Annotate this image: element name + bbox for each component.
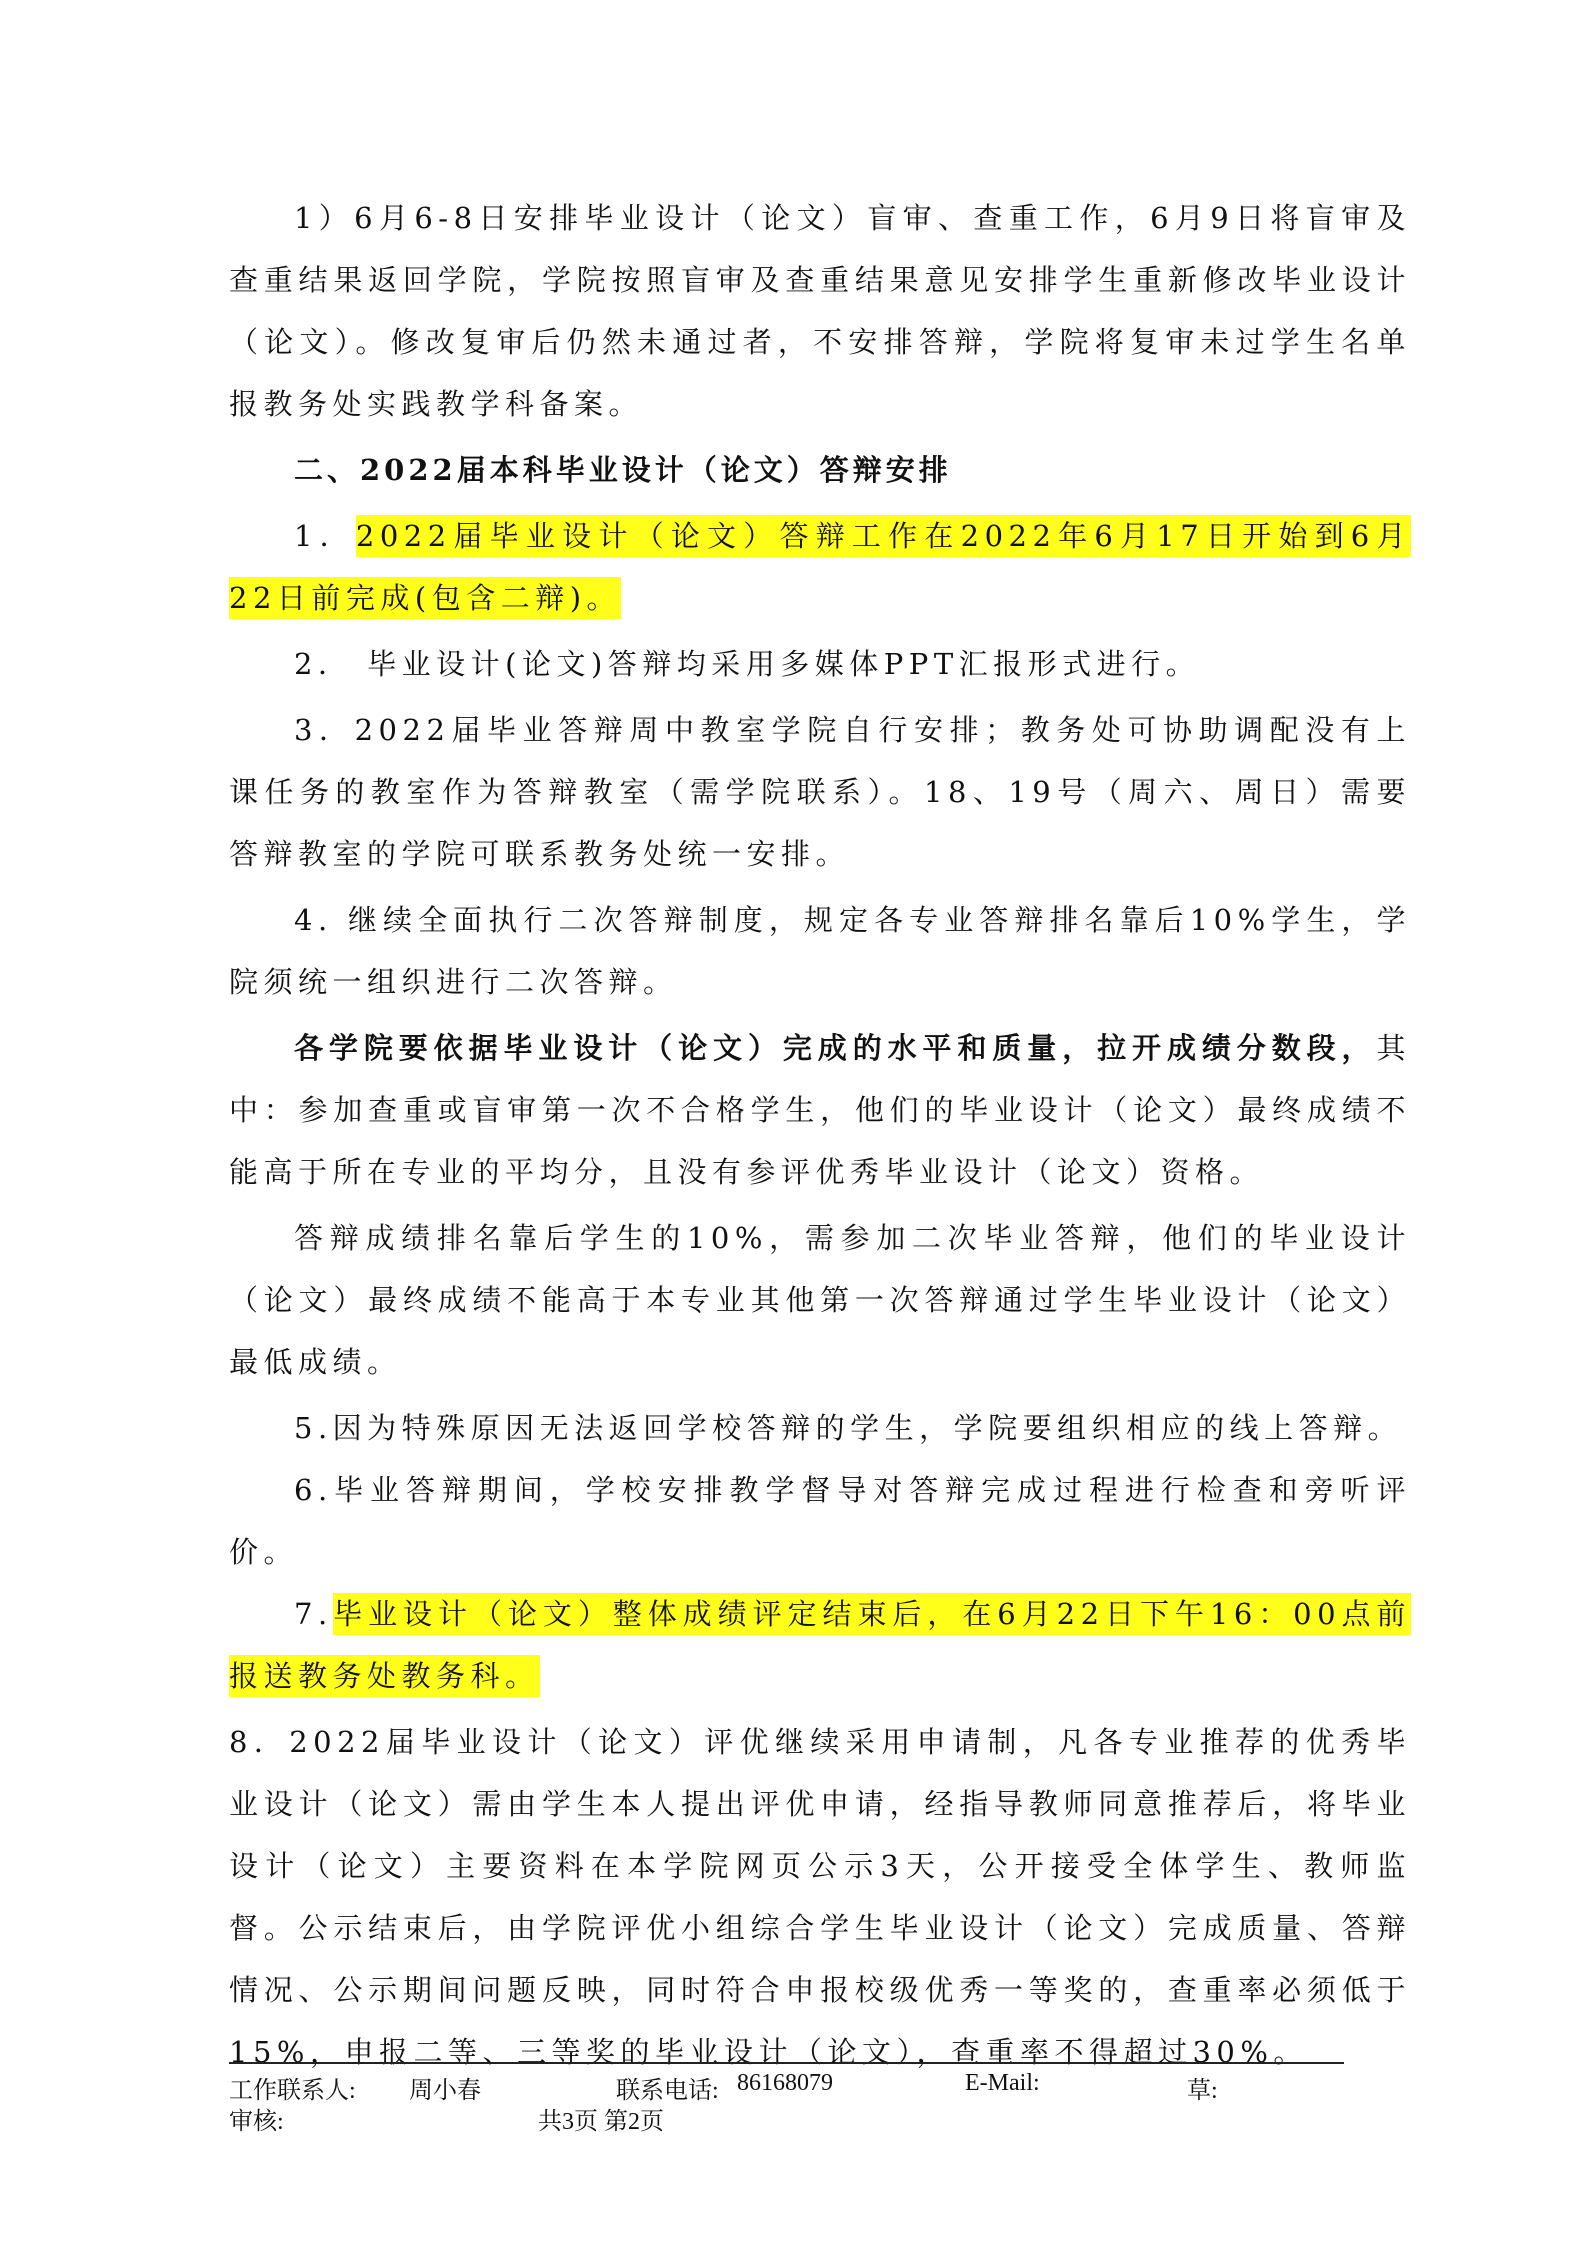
item-1 bbox=[229, 505, 1411, 629]
highlighted-text: 毕业设计（论文）整体成绩评定结束后，在6月22日下午16：00点前报送教务处教务科。 bbox=[229, 1593, 1411, 1697]
item-7 bbox=[229, 1583, 1411, 1707]
item-6: 6.毕业答辩期间，学校安排教学督导对答辩完成过程进行检查和旁听评价。 bbox=[229, 1473, 1411, 1569]
paragraph-grading bbox=[229, 1017, 1411, 1203]
item-4: 4. 继续全面执行二次答辩制度，规定各专业答辩排名靠后10%学生，学院须统一组织进行二次答辩。 bbox=[229, 903, 1411, 999]
phone-number: 86168079 bbox=[737, 2070, 833, 2096]
document-body bbox=[229, 187, 1411, 2083]
item-1-number: 1． bbox=[294, 519, 356, 553]
section-heading: 二、2022届本科毕业设计（论文）答辩安排 bbox=[294, 453, 952, 487]
highlighted-text: 2022届毕业设计（论文）答辩工作在2022年6月17日开始到6月22日前完成(包含二辩)。 bbox=[229, 515, 1411, 619]
email-label: E-Mail: bbox=[965, 2070, 1040, 2096]
paragraph-blind-review: 1）6月6-8日安排毕业设计（论文）盲审、查重工作，6月9日将盲审及查重结果返回学院，学院按照盲审及查重结果意见安排学生重新修改毕业设计（论文）。修改复审后仍然未通过者，不安排答辩，学院将复审未过学生名单报教务处实践教学科备案。 bbox=[229, 201, 1411, 421]
review-label: 审核: bbox=[229, 2109, 284, 2135]
draft-label: 草: bbox=[1187, 2078, 1218, 2104]
item-3: 3．2022届毕业答辩周中教室学院自行安排；教务处可协助调配没有上课任务的教室作为答辩教室（需学院联系）。18、19号（周六、周日）需要答辩教室的学院可联系教务处统一安排。 bbox=[229, 713, 1411, 871]
paragraph-second-defense: 答辩成绩排名靠后学生的10%，需参加二次毕业答辩，他们的毕业设计（论文）最终成绩不能高于本专业其他第一次答辩通过学生毕业设计（论文）最低成绩。 bbox=[229, 1221, 1411, 1379]
grading-text: 其中：参加查重或盲审第一次不合格学生，他们的毕业设计（论文）最终成绩不能高于所在专业的平均分，且没有参评优秀毕业设计（论文）资格。 bbox=[229, 1031, 1411, 1189]
bold-lead-text: 各学院要依据毕业设计（论文）完成的水平和质量，拉开成绩分数段， bbox=[294, 1031, 1377, 1065]
item-7-number: 7. bbox=[294, 1597, 333, 1631]
footer-divider bbox=[229, 2062, 1344, 2064]
contact-label: 工作联系人: bbox=[229, 2078, 356, 2104]
phone-label: 联系电话: bbox=[616, 2078, 719, 2104]
page-count: 共3页 第2页 bbox=[538, 2109, 664, 2135]
item-8: 8．2022届毕业设计（论文）评优继续采用申请制，凡各专业推荐的优秀毕业设计（论文）需由学生本人提出评优申请，经指导教师同意推荐后，将毕业设计（论文）主要资料在本学院网页公示3天，公开接受全体学生、教师监督。公示结束后，由学院评优小组综合学生毕业设计（论文）完成质量、答辩情况、公示期间问题反映，同时符合申报校级优秀一等奖的，查重率必须低于15%，申报二等、三等奖的毕业设计（论文），查重率不得超过30%。 bbox=[229, 1725, 1411, 2069]
contact-name: 周小春 bbox=[409, 2078, 481, 2104]
item-2: 2． 毕业设计(论文)答辩均采用多媒体PPT汇报形式进行。 bbox=[294, 647, 1201, 681]
item-5: 5.因为特殊原因无法返回学校答辩的学生，学院要组织相应的线上答辩。 bbox=[294, 1411, 1403, 1445]
